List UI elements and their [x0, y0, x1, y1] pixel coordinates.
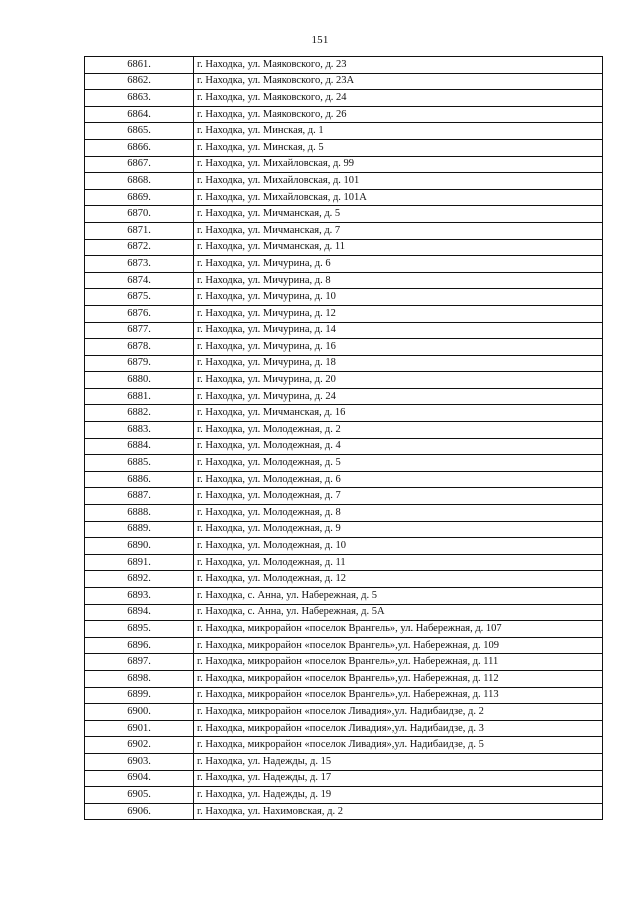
row-number: 6867.: [85, 156, 194, 173]
row-address: г. Находка, ул. Молодежная, д. 9: [194, 521, 603, 538]
row-address: г. Находка, ул. Молодежная, д. 10: [194, 538, 603, 555]
table-row: [85, 388, 603, 405]
row-number: 6879.: [85, 355, 194, 372]
row-address: г. Находка, ул. Мичурина, д. 20: [194, 372, 603, 389]
table-row: [85, 670, 603, 687]
row-number: 6891.: [85, 554, 194, 571]
row-address: г. Находка, ул. Надежды, д. 19: [194, 787, 603, 804]
table-row: [85, 471, 603, 488]
table-row: [85, 405, 603, 422]
row-address: г. Находка, ул. Надежды, д. 17: [194, 770, 603, 787]
row-address: г. Находка, ул. Молодежная, д. 5: [194, 455, 603, 472]
row-address: г. Находка, ул. Маяковского, д. 23: [194, 57, 603, 74]
row-address: г. Находка, ул. Надежды, д. 15: [194, 753, 603, 770]
table-row: [85, 554, 603, 571]
row-address: г. Находка, ул. Мичурина, д. 16: [194, 339, 603, 356]
row-number: 6894.: [85, 604, 194, 621]
table-row: [85, 272, 603, 289]
row-address: г. Находка, ул. Молодежная, д. 8: [194, 505, 603, 522]
row-address: г. Находка, ул. Молодежная, д. 7: [194, 488, 603, 505]
table-row: [85, 720, 603, 737]
row-number: 6897.: [85, 654, 194, 671]
row-number: 6878.: [85, 339, 194, 356]
table-row: [85, 123, 603, 140]
row-number: 6877.: [85, 322, 194, 339]
row-address: г. Находка, ул. Мичманская, д. 11: [194, 239, 603, 256]
row-number: 6896.: [85, 637, 194, 654]
row-number: 6873.: [85, 256, 194, 273]
row-number: 6862.: [85, 73, 194, 90]
row-number: 6870.: [85, 206, 194, 223]
table-row: [85, 704, 603, 721]
table-row: [85, 438, 603, 455]
table-row: [85, 73, 603, 90]
row-address: г. Находка, микрорайон «поселок Ливадия»,ул. Надибаидзе, д. 2: [194, 704, 603, 721]
row-address: г. Находка, микрорайон «поселок Врангель»,ул. Набережная, д. 109: [194, 637, 603, 654]
row-number: 6885.: [85, 455, 194, 472]
row-number: 6864.: [85, 106, 194, 123]
row-number: 6868.: [85, 173, 194, 190]
row-address: г. Находка, ул. Мичурина, д. 8: [194, 272, 603, 289]
row-address: г. Находка, ул. Молодежная, д. 4: [194, 438, 603, 455]
table-row: [85, 139, 603, 156]
table-row: [85, 687, 603, 704]
table-row: [85, 156, 603, 173]
row-number: 6861.: [85, 57, 194, 74]
table-row: [85, 588, 603, 605]
row-number: 6882.: [85, 405, 194, 422]
row-number: 6901.: [85, 720, 194, 737]
row-address: г. Находка, ул. Мичманская, д. 5: [194, 206, 603, 223]
row-number: 6903.: [85, 753, 194, 770]
row-number: 6889.: [85, 521, 194, 538]
table-row: [85, 422, 603, 439]
row-number: 6884.: [85, 438, 194, 455]
row-number: 6898.: [85, 670, 194, 687]
row-number: 6886.: [85, 471, 194, 488]
row-number: 6902.: [85, 737, 194, 754]
table-row: [85, 339, 603, 356]
row-number: 6899.: [85, 687, 194, 704]
table-row: [85, 222, 603, 239]
table-row: [85, 372, 603, 389]
table-row: [85, 455, 603, 472]
row-address: г. Находка, ул. Минская, д. 5: [194, 139, 603, 156]
row-number: 6900.: [85, 704, 194, 721]
table-row: [85, 770, 603, 787]
table-row: [85, 488, 603, 505]
row-address: г. Находка, ул. Мичурина, д. 24: [194, 388, 603, 405]
row-number: 6876.: [85, 305, 194, 322]
row-number: 6880.: [85, 372, 194, 389]
table-row: [85, 803, 603, 820]
row-address: г. Находка, ул. Михайловская, д. 101: [194, 173, 603, 190]
row-number: 6863.: [85, 90, 194, 107]
table-row: [85, 355, 603, 372]
row-number: 6888.: [85, 505, 194, 522]
row-address: г. Находка, микрорайон «поселок Врангель»,ул. Набережная, д. 111: [194, 654, 603, 671]
table-row: [85, 787, 603, 804]
table-row: [85, 505, 603, 522]
row-number: 6906.: [85, 803, 194, 820]
row-address: г. Находка, с. Анна, ул. Набережная, д. 5: [194, 588, 603, 605]
page-number: 151: [311, 34, 329, 46]
row-address: г. Находка, ул. Михайловская, д. 99: [194, 156, 603, 173]
table-row: [85, 206, 603, 223]
table-row: [85, 521, 603, 538]
table-row: [85, 538, 603, 555]
table-row: [85, 604, 603, 621]
row-address: г. Находка, ул. Мичурина, д. 14: [194, 322, 603, 339]
row-number: 6866.: [85, 139, 194, 156]
row-address: г. Находка, микрорайон «поселок Врангель», ул. Набережная, д. 107: [194, 621, 603, 638]
table-row: [85, 239, 603, 256]
table-row: [85, 90, 603, 107]
row-number: 6874.: [85, 272, 194, 289]
row-number: 6875.: [85, 289, 194, 306]
row-number: 6892.: [85, 571, 194, 588]
row-number: 6871.: [85, 222, 194, 239]
table-row: [85, 322, 603, 339]
row-address: г. Находка, ул. Мичурина, д. 10: [194, 289, 603, 306]
row-address: г. Находка, ул. Мичурина, д. 12: [194, 305, 603, 322]
table-row: [85, 106, 603, 123]
table-row: [85, 654, 603, 671]
row-address: г. Находка, микрорайон «поселок Ливадия»,ул. Надибаидзе, д. 3: [194, 720, 603, 737]
table-row: [85, 173, 603, 190]
row-address: г. Находка, ул. Минская, д. 1: [194, 123, 603, 140]
row-number: 6893.: [85, 588, 194, 605]
row-address: г. Находка, ул. Молодежная, д. 2: [194, 422, 603, 439]
row-address: г. Находка, ул. Мичурина, д. 6: [194, 256, 603, 273]
row-number: 6887.: [85, 488, 194, 505]
table-row: [85, 637, 603, 654]
row-address: г. Находка, ул. Мичманская, д. 16: [194, 405, 603, 422]
row-address: г. Находка, ул. Михайловская, д. 101А: [194, 189, 603, 206]
row-number: 6895.: [85, 621, 194, 638]
row-number: 6904.: [85, 770, 194, 787]
row-address: г. Находка, ул. Маяковского, д. 24: [194, 90, 603, 107]
row-address: г. Находка, ул. Маяковского, д. 26: [194, 106, 603, 123]
table-row: [85, 571, 603, 588]
row-address: г. Находка, ул. Нахимовская, д. 2: [194, 803, 603, 820]
row-address: г. Находка, ул. Мичманская, д. 7: [194, 222, 603, 239]
row-address: г. Находка, ул. Мичурина, д. 18: [194, 355, 603, 372]
table-row: [85, 737, 603, 754]
row-address: г. Находка, ул. Молодежная, д. 11: [194, 554, 603, 571]
table-row: [85, 256, 603, 273]
row-number: 6865.: [85, 123, 194, 140]
row-number: 6905.: [85, 787, 194, 804]
row-address: г. Находка, микрорайон «поселок Ливадия»,ул. Надибаидзе, д. 5: [194, 737, 603, 754]
row-number: 6881.: [85, 388, 194, 405]
row-number: 6872.: [85, 239, 194, 256]
table-row: [85, 753, 603, 770]
row-address: г. Находка, микрорайон «поселок Врангель»,ул. Набережная, д. 113: [194, 687, 603, 704]
row-address: г. Находка, с. Анна, ул. Набережная, д. 5А: [194, 604, 603, 621]
table-row: [85, 189, 603, 206]
row-number: 6883.: [85, 422, 194, 439]
row-number: 6890.: [85, 538, 194, 555]
row-address: г. Находка, ул. Молодежная, д. 6: [194, 471, 603, 488]
table-row: [85, 621, 603, 638]
address-table: [84, 56, 603, 820]
row-address: г. Находка, ул. Маяковского, д. 23А: [194, 73, 603, 90]
address-table-body: [85, 57, 603, 820]
table-row: [85, 289, 603, 306]
table-row: [85, 57, 603, 74]
row-address: г. Находка, ул. Молодежная, д. 12: [194, 571, 603, 588]
table-row: [85, 305, 603, 322]
row-address: г. Находка, микрорайон «поселок Врангель»,ул. Набережная, д. 112: [194, 670, 603, 687]
row-number: 6869.: [85, 189, 194, 206]
